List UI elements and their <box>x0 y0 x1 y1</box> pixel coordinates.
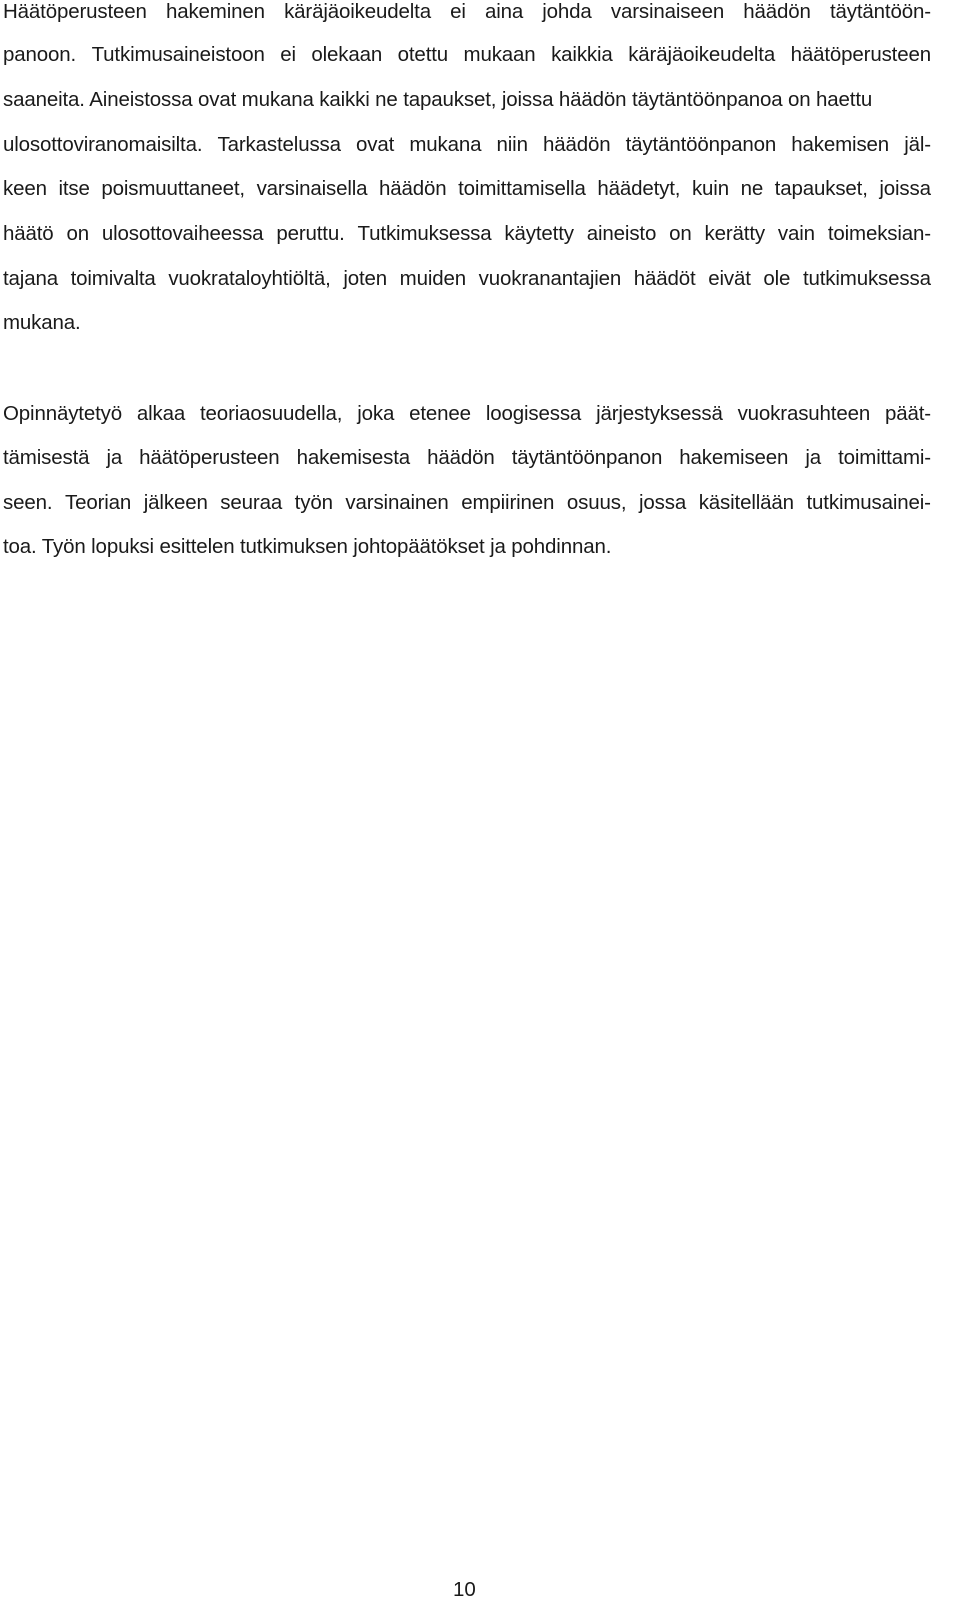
word: ei <box>280 43 296 66</box>
word: ole <box>763 267 791 290</box>
word: seen. <box>3 491 53 514</box>
word: muiden <box>399 267 467 290</box>
word: järjestyksessä <box>596 402 723 425</box>
word: alkaa <box>136 402 186 425</box>
word: häädetyt, <box>597 177 681 200</box>
text-line: mukana. <box>3 311 81 334</box>
word: häätöperusteen <box>790 43 931 66</box>
word: Tutkimusaineistoon <box>91 43 265 66</box>
word: häädöt <box>633 267 696 290</box>
text-line: saaneita. Aineistossa ovat mukana kaikki ne tapaukset, joissa häädön täytäntöönpanoa on haettu <box>3 88 873 111</box>
word: aineisto <box>586 222 657 245</box>
word: Tutkimuksessa <box>357 222 492 245</box>
page-number: 10 <box>453 1578 476 1601</box>
word: vain <box>777 222 815 245</box>
word: käräjäoikeudelta <box>284 0 431 23</box>
word: kaikkia <box>551 43 613 66</box>
word: aina <box>484 0 524 23</box>
word: tutkimusainei- <box>806 491 931 514</box>
text-line <box>3 402 931 426</box>
word: jäl- <box>904 133 931 156</box>
word: täytäntöönpanon <box>625 133 777 156</box>
text-line <box>3 177 931 201</box>
word: teoriaosuudella, <box>200 402 343 425</box>
word: johda <box>542 0 592 23</box>
word: hakemisen <box>791 133 890 156</box>
word: kuin <box>691 177 729 200</box>
word: jälkeen <box>143 491 208 514</box>
word: joka <box>357 402 395 425</box>
word: on <box>669 222 692 245</box>
word: poismuuttaneet, <box>101 177 245 200</box>
word: joissa <box>879 177 931 200</box>
word: vuokrataloyhtiöltä, <box>168 267 331 290</box>
word: varsinaiseen <box>610 0 725 23</box>
word: ei <box>450 0 466 23</box>
word: Häätöperusteen <box>3 0 147 23</box>
word: ulosottoviranomaisilta. <box>3 133 203 156</box>
word: hakeminen <box>165 0 265 23</box>
text-line <box>3 0 931 24</box>
word: häädön <box>542 133 611 156</box>
word: empiirinen <box>461 491 555 514</box>
word: häädön <box>379 177 447 200</box>
word: mukana <box>409 133 482 156</box>
text-line: toa. Työn lopuksi esittelen tutkimuksen johtopäätökset ja pohdinnan. <box>3 535 612 558</box>
word: häätöperusteen <box>139 446 280 469</box>
word: hakemisesta <box>296 446 411 469</box>
text-line <box>3 133 931 157</box>
word: vuokranantajien <box>478 267 622 290</box>
word: kerätty <box>704 222 766 245</box>
word: olekaan <box>311 43 383 66</box>
word: Teorian <box>65 491 132 514</box>
word: on <box>66 222 89 245</box>
word: panoon. <box>3 43 77 66</box>
word: tajana <box>3 267 58 290</box>
word: loogisessa <box>485 402 582 425</box>
word: ne <box>740 177 764 200</box>
word: ulosottovaiheessa <box>101 222 264 245</box>
word: toimittami- <box>838 446 931 469</box>
word: joten <box>343 267 388 290</box>
text-line <box>3 491 931 515</box>
word: hakemiseen <box>679 446 789 469</box>
word: tutkimuksessa <box>802 267 931 290</box>
word: otettu <box>397 43 449 66</box>
text-line <box>3 43 931 67</box>
word: ovat <box>356 133 395 156</box>
word: eivät <box>708 267 751 290</box>
word: tapaukset, <box>774 177 868 200</box>
word: häädön <box>743 0 811 23</box>
word: toimittamisella <box>458 177 586 200</box>
word: varsinaisella <box>256 177 368 200</box>
word: häädön <box>427 446 495 469</box>
word: vuokrasuhteen <box>737 402 871 425</box>
word: keen <box>3 177 47 200</box>
word: Opinnäytetyö <box>3 402 122 425</box>
text-line <box>3 222 931 246</box>
text-line <box>3 267 931 291</box>
word: Tarkastelussa <box>217 133 341 156</box>
word: tämisestä <box>3 446 90 469</box>
word: mukaan <box>463 43 536 66</box>
word: jossa <box>638 491 687 514</box>
word: etenee <box>409 402 471 425</box>
word: työn <box>294 491 333 514</box>
text-line <box>3 446 931 470</box>
word: käsitellään <box>698 491 794 514</box>
word: käräjäoikeudelta <box>628 43 776 66</box>
word: itse <box>58 177 90 200</box>
word: käytetty <box>504 222 574 245</box>
word: häätö <box>3 222 54 245</box>
word: niin <box>496 133 528 156</box>
word: täytäntöönpanon <box>511 446 663 469</box>
word: seuraa <box>220 491 283 514</box>
word: varsinainen <box>345 491 449 514</box>
word: peruttu. <box>276 222 345 245</box>
word: ja <box>805 446 822 469</box>
word: täytäntöön- <box>829 0 931 23</box>
word: toimivalta <box>70 267 156 290</box>
word: osuus, <box>566 491 627 514</box>
word: ja <box>106 446 123 469</box>
word: päät- <box>885 402 931 425</box>
word: toimeksian- <box>827 222 931 245</box>
